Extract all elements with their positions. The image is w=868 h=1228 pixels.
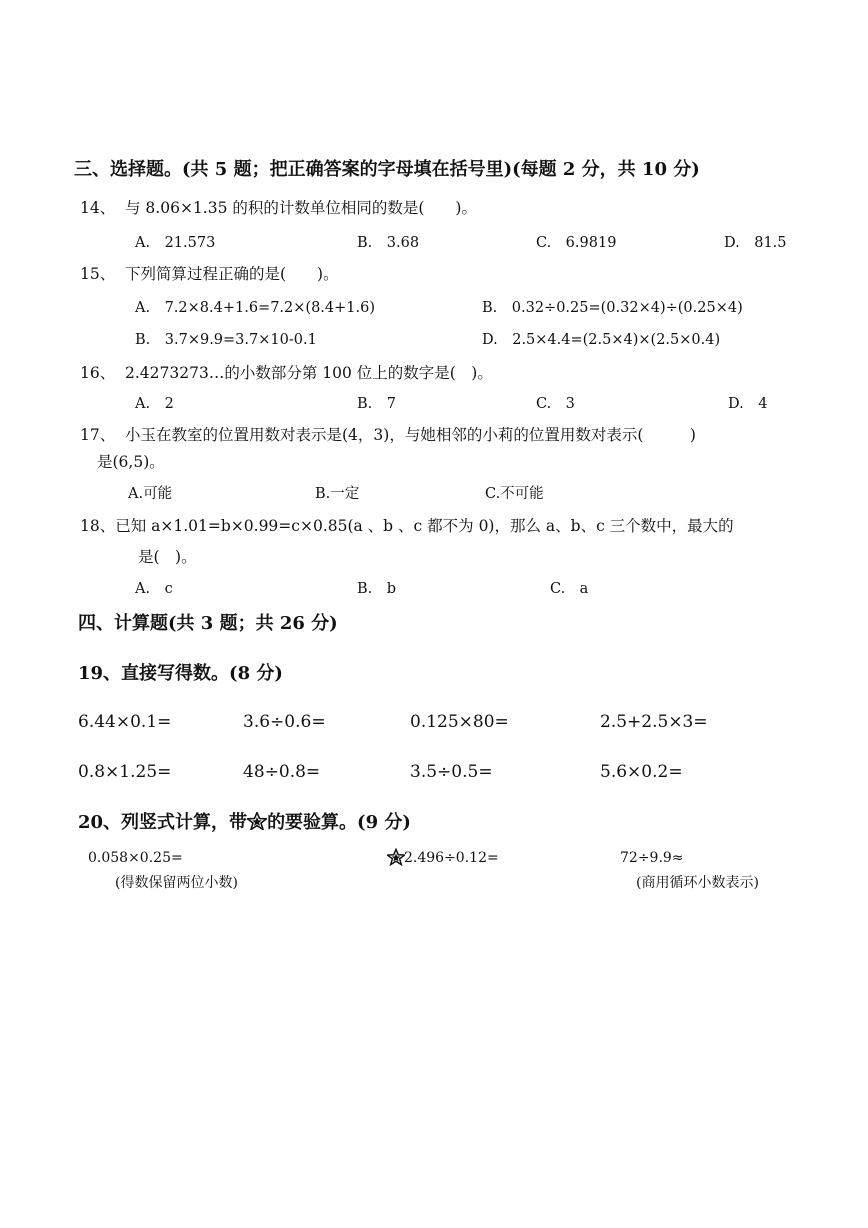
q20-item-2: 2.496÷0.12= <box>404 850 499 866</box>
q15-text: 下列简算过程正确的是( )。 <box>125 265 339 283</box>
q14-option-a: A. 21.573 <box>135 235 216 251</box>
q17-text-line1: 小玉在教室的位置用数对表示是(4，3)，与她相邻的小莉的位置用数对表示( ) <box>125 426 696 444</box>
q14-text: 与 8.06×1.35 的积的计数单位相同的数是( )。 <box>125 199 477 217</box>
q17-option-a: A.可能 <box>128 486 173 502</box>
q19-item-5: 0.8×1.25= <box>78 762 172 782</box>
q16-option-a: A. 2 <box>135 396 174 412</box>
q17-number: 17、 <box>80 426 116 444</box>
q19-heading: 19、直接写得数。(8 分) <box>78 663 283 684</box>
q20-item-3: 72÷9.9≈ <box>620 850 684 866</box>
section-3-heading: 三、选择题。(共 5 题；把正确答案的字母填在括号里)(每题 2 分，共 10 分) <box>74 159 700 180</box>
q18-option-c: C. a <box>550 581 589 597</box>
q15-option-b: B. 0.32÷0.25=(0.32×4)÷(0.25×4) <box>482 300 743 316</box>
q15-number: 15、 <box>80 265 116 283</box>
q18-option-b: B. b <box>357 581 397 597</box>
q19-item-3: 0.125×80= <box>410 712 509 732</box>
q18-text-line1: 18、已知 a×1.01=b×0.99=c×0.85(a 、b 、c 都不为 0)，那么 a、b、c 三个数中，最大的 <box>80 517 734 535</box>
q20-heading-after: 的要验算。(9 分) <box>267 812 411 833</box>
q18-option-a: A. c <box>135 581 173 597</box>
q16-text: 2.4273273…的小数部分第 100 位上的数字是( )。 <box>125 364 493 382</box>
q19-item-2: 3.6÷0.6= <box>243 712 326 732</box>
q15-option-c: B. 3.7×9.9=3.7×10-0.1 <box>135 332 317 348</box>
q20-heading-before: 20、列竖式计算，带 <box>78 812 248 833</box>
q19-item-7: 3.5÷0.5= <box>410 762 493 782</box>
q14-option-b: B. 3.68 <box>357 235 420 251</box>
q19-item-6: 48÷0.8= <box>243 762 321 782</box>
q16-option-b: B. 7 <box>357 396 396 412</box>
q15-option-d: D. 2.5×4.4=(2.5×4)×(2.5×0.4) <box>482 332 721 348</box>
q16-option-c: C. 3 <box>536 396 575 412</box>
q20-item-1: 0.058×0.25= <box>88 850 183 866</box>
q14-option-c: C. 6.9819 <box>536 235 617 251</box>
q18-text-line2: 是( )。 <box>138 548 197 566</box>
q15-option-a: A. 7.2×8.4+1.6=7.2×(8.4+1.6) <box>135 300 376 316</box>
q16-number: 16、 <box>80 364 116 382</box>
q17-option-b: B.一定 <box>315 486 360 502</box>
q14-number: 14、 <box>80 199 116 217</box>
star-icon <box>387 848 405 866</box>
q20-heading <box>78 812 411 832</box>
star-icon <box>247 812 267 830</box>
q14-option-d: D. 81.5 <box>724 235 787 251</box>
q16-option-d: D. 4 <box>728 396 768 412</box>
q17-text-line2: 是(6,5)。 <box>97 453 165 471</box>
q19-item-1: 6.44×0.1= <box>78 712 172 732</box>
q19-item-8: 5.6×0.2= <box>600 762 683 782</box>
q17-option-c: C.不可能 <box>485 486 544 502</box>
section-4-heading: 四、计算题(共 3 题；共 26 分) <box>78 613 338 634</box>
q19-item-4: 2.5+2.5×3= <box>600 712 708 732</box>
q20-note-2: (商用循环小数表示) <box>636 875 759 891</box>
q20-note-1: (得数保留两位小数) <box>115 875 238 891</box>
